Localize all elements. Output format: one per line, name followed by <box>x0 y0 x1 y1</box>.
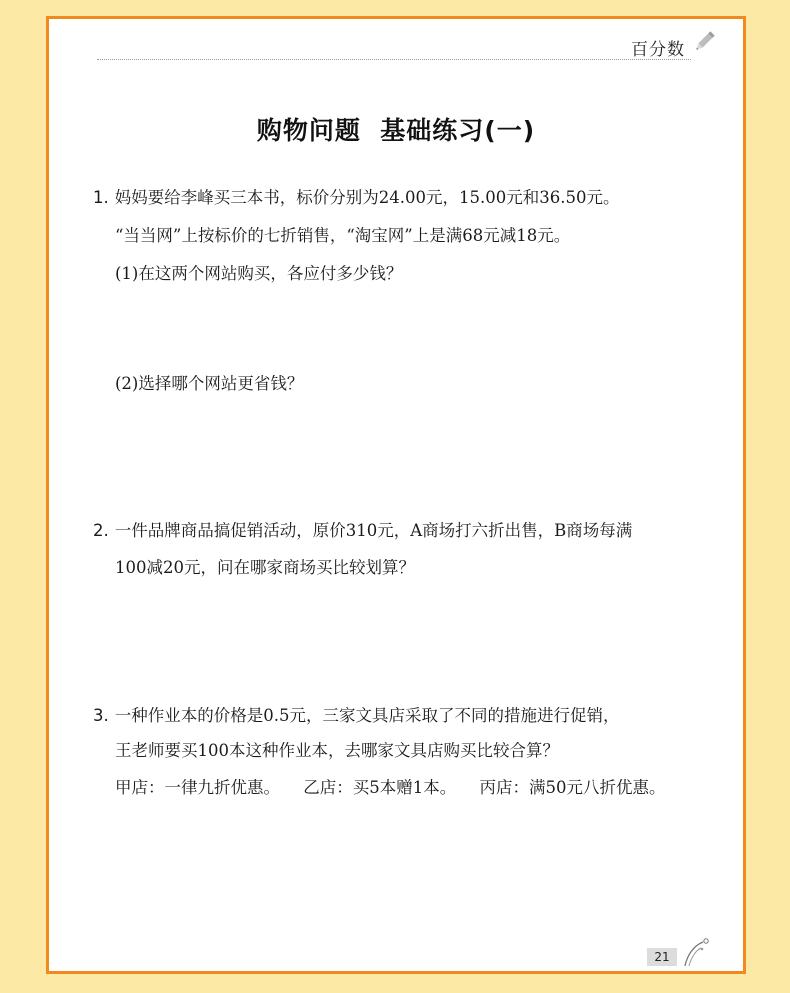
store-a-offer: 甲店：一律九折优惠。 <box>115 778 280 797</box>
worksheet-page <box>46 16 746 974</box>
question-number: 2. <box>93 521 109 540</box>
question-number: 3. <box>93 706 109 725</box>
question-3-stores <box>115 778 666 798</box>
header-divider <box>97 59 691 60</box>
question-2-line-2: 100减20元，问在哪家商场买比较划算？ <box>115 558 415 577</box>
question-text: 一件品牌商品搞促销活动，原价310元，A商场打六折出售，B商场每满 <box>114 521 633 540</box>
question-text: 一种作业本的价格是0.5元，三家文具店采取了不同的措施进行促销， <box>114 706 620 725</box>
swirl-icon <box>681 936 711 968</box>
question-3-line-2: 王老师要买100本这种作业本，去哪家文具店购买比较合算？ <box>115 741 559 760</box>
section-label: 百分数 <box>631 40 685 60</box>
page-number: 21 <box>647 948 677 966</box>
pencil-icon <box>691 29 717 55</box>
question-number: 1. <box>93 188 109 207</box>
store-c-offer: 丙店：满50元八折优惠。 <box>479 778 666 797</box>
question-3-line-1 <box>93 706 620 726</box>
question-1-line-2: “当当网”上按标价的七折销售，“淘宝网”上是满68元减18元。 <box>115 226 571 245</box>
question-1-part-1: (1)在这两个网站购买，各应付多少钱？ <box>115 264 403 283</box>
store-b-offer: 乙店：买5本赠1本。 <box>303 778 457 797</box>
question-2-line-1 <box>93 521 632 541</box>
page-title: 购物问题 基础练习(一) <box>256 116 536 145</box>
question-1-part-2: (2)选择哪个网站更省钱？ <box>115 374 304 393</box>
question-text: 妈妈要给李峰买三本书，标价分别为24.00元，15.00元和36.50元。 <box>114 188 620 207</box>
question-1-line-1 <box>93 188 619 208</box>
